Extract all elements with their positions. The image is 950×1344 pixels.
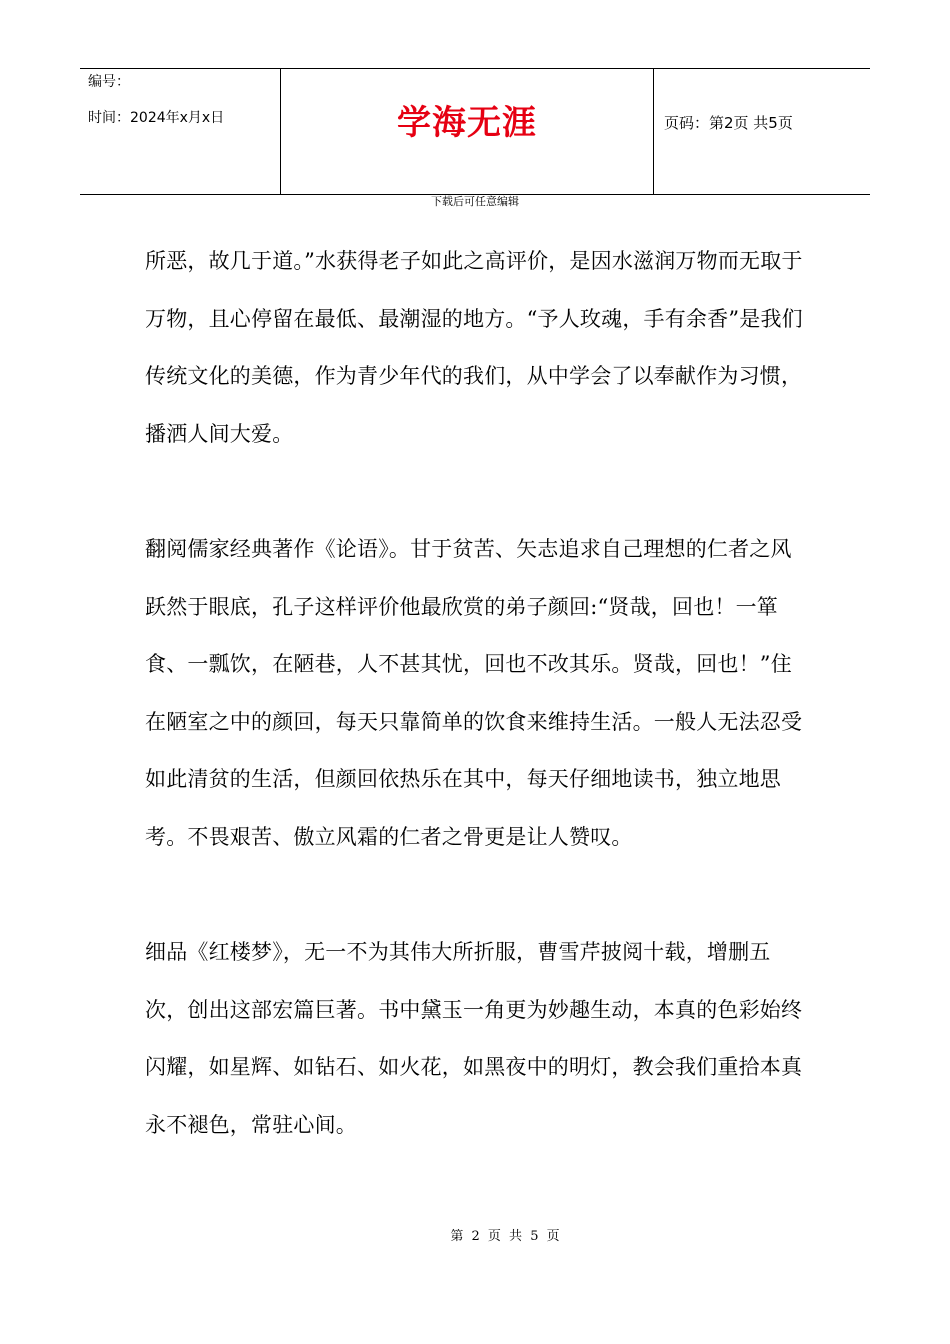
document-title: 学海无涯 [397, 103, 537, 143]
document-header [80, 68, 870, 195]
paragraph: 细品《红楼梦》，无一不为其伟大所折服，曹雪芹披阅十载，增删五次，创出这部宏篇巨著。书中黛玉一角更为妙趣生动，本真的色彩始终闪耀，如星辉、如钻石、如火花，如黑夜中的明灯，教会我们重拾本真永不褪色，常驻心间。 [145, 940, 803, 1137]
document-time-label: 时间：2024年x月x日 [88, 110, 225, 126]
header-title-cell [281, 69, 654, 194]
document-body [145, 233, 810, 1212]
document-number-label: 编号： [88, 74, 130, 90]
edit-note: 下载后可任意编辑 [431, 195, 519, 208]
page-number-label: 页码：第2页 共5页 [664, 114, 793, 132]
paragraph: 翻阅儒家经典著作《论语》。甘于贫苦、矢志追求自己理想的仁者之风跃然于眼底，孔子这样评价他最欣赏的弟子颜回:“贤哉，回也！一箪食、一瓢饮，在陋巷，人不甚其忧，回也不改其乐。贤哉，回也！”住在陋室之中的颜回，每天只靠简单的饮食来维持生活。一般人无法忍受如此清贫的生活，但颜回依热乐在其中，每天仔细地读书，独立地思考。不畏艰苦、傲立风霜的仁者之骨更是让人赞叹。 [145, 537, 803, 849]
header-page-cell [654, 69, 870, 194]
paragraph: 所恶，故几于道。”水获得老子如此之高评价，是因水滋润万物而无取于万物，且心停留在最低、最潮湿的地方。“予人玫魂，手有余香”是我们传统文化的美德，作为青少年代的我们，从中学会了以奉献作为习惯，播洒人间大爱。 [145, 249, 803, 446]
page-footer: 第 2 页 共 5 页 [450, 1229, 562, 1244]
header-info-cell [80, 69, 281, 194]
